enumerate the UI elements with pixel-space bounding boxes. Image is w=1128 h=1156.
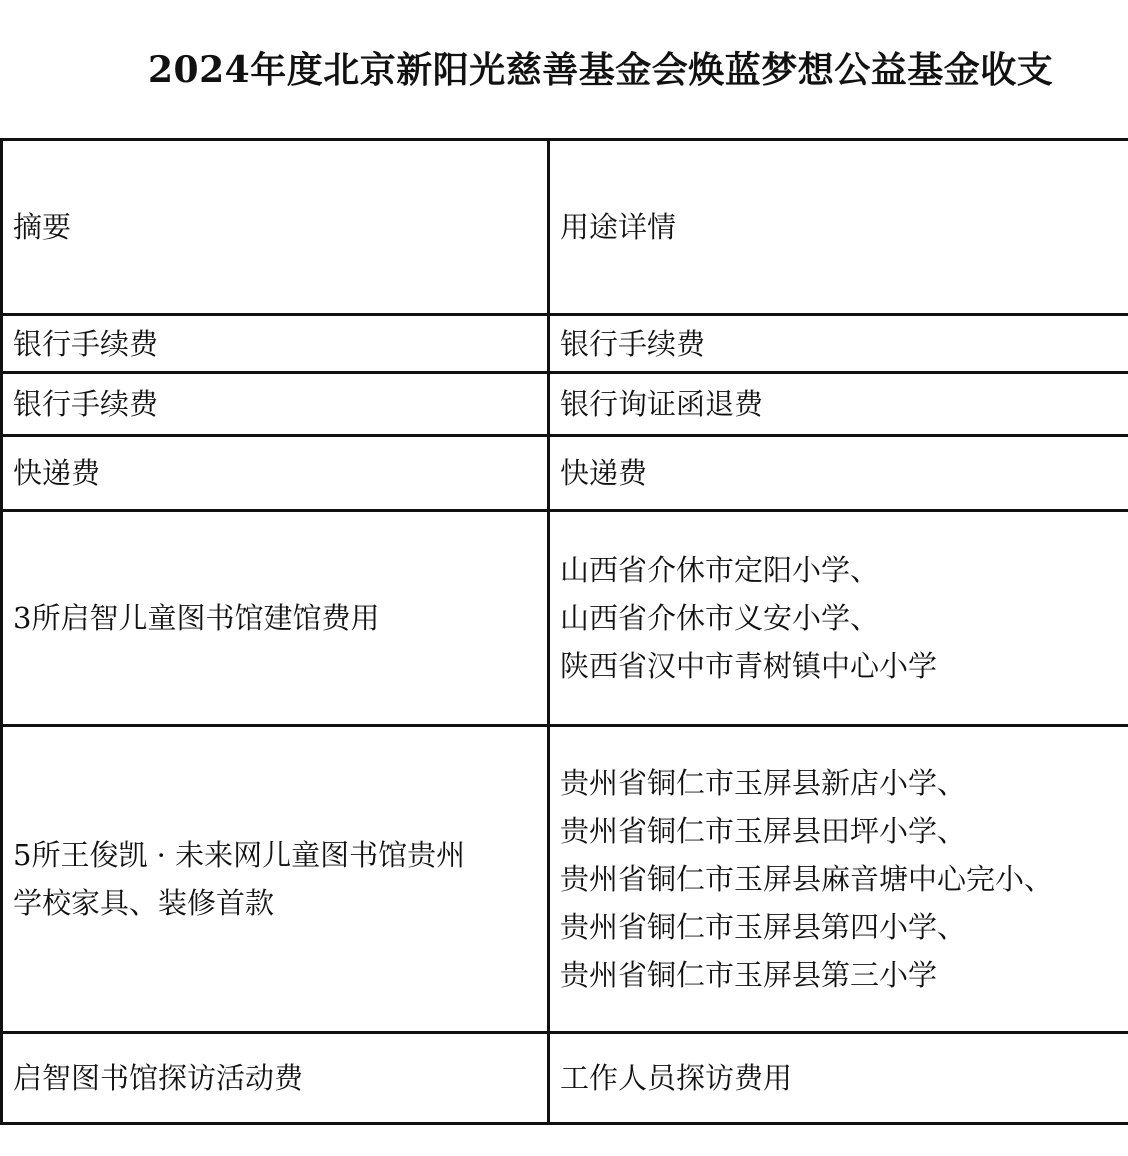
- summary-line: 银行手续费: [13, 387, 159, 421]
- header-details: 用途详情: [549, 140, 1128, 315]
- summary-line: 3所启智儿童图书馆建馆费用: [13, 601, 380, 635]
- details-line: 贵州省铜仁市玉屏县第四小学、: [560, 910, 967, 944]
- details-line: 工作人员探访费用: [560, 1061, 793, 1095]
- details-line: 贵州省铜仁市玉屏县麻音塘中心完小、: [560, 862, 1054, 896]
- details-line: 贵州省铜仁市玉屏县第三小学: [560, 958, 938, 992]
- row-details: [549, 726, 1128, 1033]
- details-line: 陕西省汉中市青树镇中心小学: [560, 649, 938, 683]
- details-line: 贵州省铜仁市玉屏县新店小学、: [560, 766, 967, 800]
- row-summary: [2, 373, 549, 436]
- table-row: [2, 726, 1128, 1033]
- table-header-row: [2, 140, 1128, 315]
- table-row: [2, 1033, 1128, 1124]
- row-details: [549, 436, 1128, 511]
- details-line: 贵州省铜仁市玉屏县田坪小学、: [560, 814, 967, 848]
- details-line: 银行询证函退费: [560, 387, 764, 421]
- summary-line: 启智图书馆探访活动费: [13, 1061, 304, 1095]
- summary-line: 快递费: [13, 456, 101, 490]
- row-summary: [2, 726, 549, 1033]
- details-line: 山西省介休市义安小学、: [560, 601, 880, 635]
- table-row: [2, 373, 1128, 436]
- row-summary: [2, 436, 549, 511]
- details-line: 快递费: [560, 456, 648, 490]
- row-summary: [2, 1033, 549, 1124]
- details-line: 银行手续费: [560, 326, 706, 361]
- header-summary: 摘要: [2, 140, 549, 315]
- summary-line: 学校家具、装修首款: [13, 886, 275, 920]
- row-details: [549, 315, 1128, 373]
- table-row: [2, 315, 1128, 373]
- row-summary: [2, 315, 549, 373]
- summary-line: 银行手续费: [13, 326, 159, 361]
- table-row: [2, 511, 1128, 726]
- row-details: [549, 511, 1128, 726]
- income-expense-table: [0, 138, 1128, 1125]
- table-row: [2, 436, 1128, 511]
- row-details: [549, 373, 1128, 436]
- row-details: [549, 1033, 1128, 1124]
- row-summary: [2, 511, 549, 726]
- details-line: 山西省介休市定阳小学、: [560, 553, 880, 587]
- summary-line: 5所王俊凯 · 未来网儿童图书馆贵州: [13, 838, 466, 872]
- document-title: 2024年度北京新阳光慈善基金会焕蓝梦想公益基金收支: [148, 49, 1054, 91]
